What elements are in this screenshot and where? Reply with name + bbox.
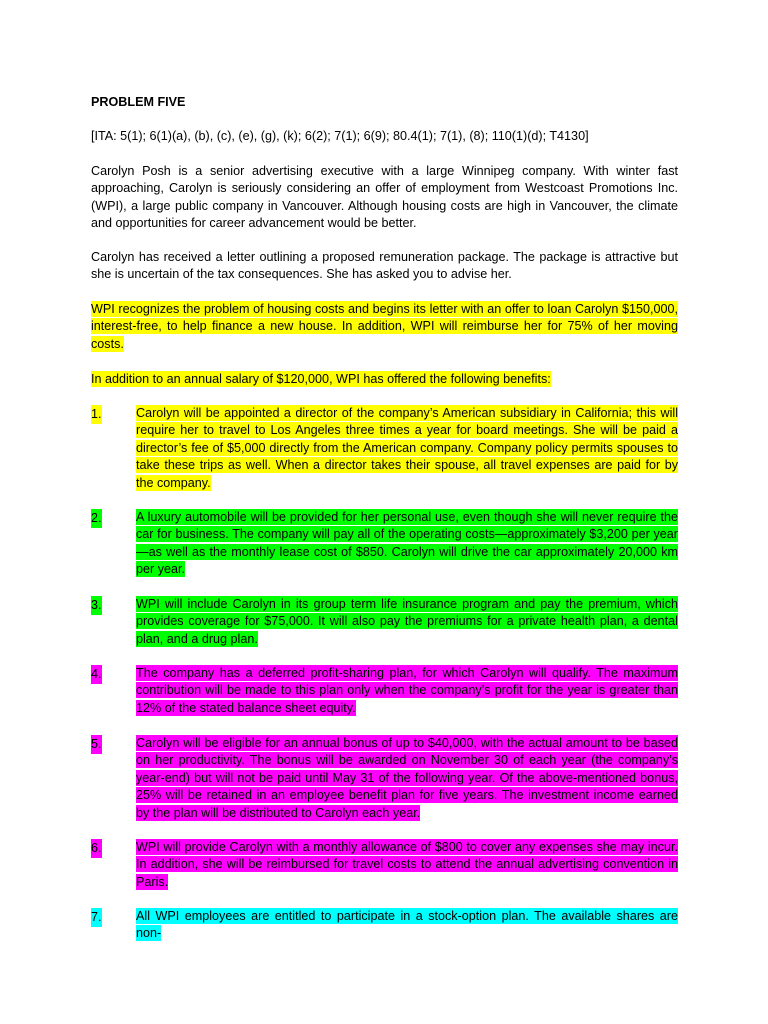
list-item [91, 596, 678, 648]
list-item-text: The company has a deferred profit-sharing plan, for which Carolyn will qualify. The maximum contribution will be made to this plan only when the company’s profit for the year is greater than 12% of the stated balance sheet equity. [136, 666, 678, 715]
list-item [91, 839, 678, 891]
intro-paragraph: Carolyn Posh is a senior advertising executive with a large Winnipeg company. With winter fast approaching, Carolyn is seriously considering an offer of employment from Westcoast Promotions Inc. (WPI), a large public company in Vancouver. Although housing costs are high in Vancouver, the climate and opportunities for career advancement would be better. [91, 164, 678, 231]
list-item-text: Carolyn will be eligible for an annual bonus of up to $40,000, with the actual amount to be based on her productivity. The bonus will be awarded on November 30 of each year (the company’s year-end) but will not be paid until May 31 of the following year. Of the above-mentioned bonus, 25% will be retained in an employee benefit plan for five years. The investment income earned by the plan will be distributed to Carolyn each year. [136, 736, 678, 820]
list-item-text: WPI will include Carolyn in its group term life insurance program and pay the premium, which provides coverage for $75,000. It will also pay the premiums for a private health plan, a dental plan, and a drug plan. [136, 597, 678, 646]
list-item [91, 908, 678, 943]
package-paragraph: Carolyn has received a letter outlining a proposed remuneration package. The package is attractive but she is uncertain of the tax consequences. She has asked you to advise her. [91, 250, 678, 282]
list-item [91, 509, 678, 579]
salary-paragraph [91, 371, 678, 388]
salary-text: In addition to an annual salary of $120,000, WPI has offered the following benefits: [91, 372, 551, 386]
housing-loan-paragraph [91, 301, 678, 353]
list-item-number: 5. [91, 735, 102, 754]
list-item-text: Carolyn will be appointed a director of the company’s American subsidiary in California; this will require her to travel to Los Angeles three times a year for board meetings. She will be paid a director’s fee of $5,000 directly from the American company. Company policy permits spouses to take these trips as well. When a director takes their spouse, all travel expenses are paid for by the company. [136, 406, 678, 490]
ita-reference: [ITA: 5(1); 6(1)(a), (b), (c), (e), (g), (k); 6(2); 7(1); 6(9); 80.4(1); 7(1), (8); 110(1)(d); T4130] [91, 129, 589, 143]
list-item-number: 4. [91, 665, 102, 684]
list-item-number: 2. [91, 509, 102, 528]
list-item [91, 735, 678, 822]
list-item-text: A luxury automobile will be provided for her personal use, even though she will never require the car for business. The company will pay all of the operating costs—approximately $3,200 per year—as well as the monthly lease cost of $850. Carolyn will drive the car approximately 20,000 km per year. [136, 510, 678, 577]
page-title: PROBLEM FIVE [91, 95, 186, 109]
list-item-number: 3. [91, 596, 102, 615]
list-item-number: 6. [91, 839, 102, 858]
list-item-number: 1. [91, 405, 102, 424]
list-item-text: WPI will provide Carolyn with a monthly allowance of $800 to cover any expenses she may incur. In addition, she will be reimbursed for travel costs to attend the annual advertising convention in Paris. [136, 840, 678, 889]
list-item-number: 7. [91, 908, 102, 927]
list-item [91, 405, 678, 492]
list-item-text: All WPI employees are entitled to participate in a stock-option plan. The available shares are non- [136, 909, 678, 941]
housing-loan-text: WPI recognizes the problem of housing costs and begins its letter with an offer to loan Carolyn $150,000, interest-free, to help finance a new house. In addition, WPI will reimburse her for 75% of her moving costs. [91, 302, 678, 351]
list-item [91, 665, 678, 717]
